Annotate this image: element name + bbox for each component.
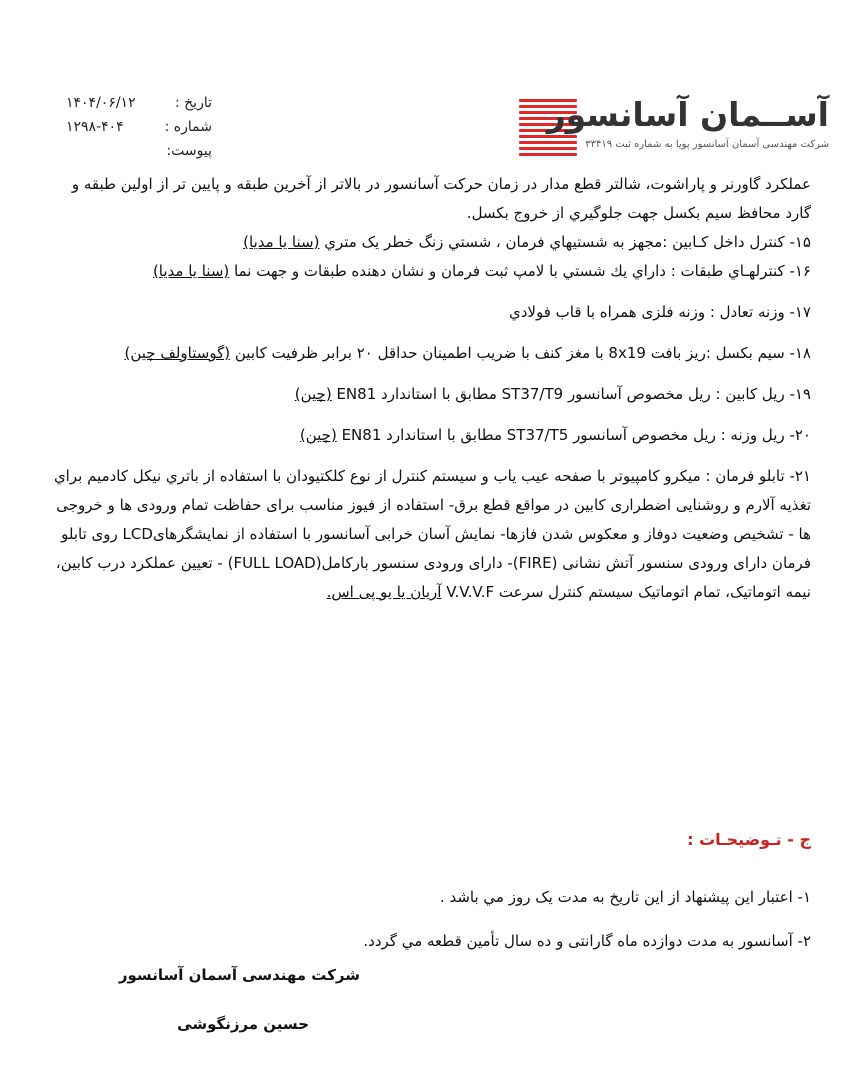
date-value: ۱۴۰۴/۰۶/۱۲ [66,95,136,111]
number-label: شماره : [164,119,212,135]
item-21-text: ۲۱- تابلو فرمان : میکرو کامپیوتر با صفحه عیب یاب و سیستم کنترل از نوع کلکتیودان با استفاده از باتري نيکل کادميم براي تغذيه آلارم و روشنایی اضطراری کابين در مواقع قطع برق- استفاده از فیوز مناسب برای حفاظت تمام ورودی ها و خروجی ها - تشخیص وضعیت دوفاز و معکوس شدن فازها- نمایش آسان خرابی آسانسور با استفاده از نمایشگرهایLCD روی تابلو فرمان دارای ورودی سنسور آتش نشانی (FIRE)- دارای ورودی سنسور بارکامل(FULL LOAD) - تعيين عملکرد درب کابين، نیمه اتوماتیک، تمام اتوماتيک سيستم کنترل سرعت V.V.V.F [53,467,811,601]
notes-list [51,875,811,963]
item-15 [51,228,811,257]
item-17: ۱۷- وزنه تعادل : وزنه فلزی همراه با قاب فولادي [508,303,811,321]
signature-name: حسين مرزنگوشی [177,1015,309,1033]
attachment-row [58,141,218,165]
notes-title: ج - تـوضيحـات : [687,830,811,849]
item-15-text: ۱۵- کنترل داخل کـابين :مجهز به شستيهاي فرمان ، شستي زنگ خطر يک متري [324,233,811,251]
item-20-brand: (چین) [299,426,337,444]
company-logo [519,97,829,163]
item-18 [51,339,811,368]
specification-body [51,170,811,607]
note-2: ۲- آسانسور به مدت دوازده ماه گارانتی و ده سال تأمين قطعه مي گردد. [363,932,811,950]
logo-title: آســمان آسانسور [546,95,829,134]
item-16 [51,257,811,286]
item-20-text: ۲۰- ريل وزنه : ریل مخصوص آسانسور ST37/T5 مطابق با استاندارد EN81 [341,426,811,444]
item-20 [51,421,811,450]
number-value: ۱۲۹۸-۴۰۴ [66,119,124,135]
intro-paragraph: عملکرد گاورنر و پاراشوت، شالتر قطع مدار در زمان حرکت آسانسور در بالاتر از آخرین طبقه و پایین تر از اولین طبقه و گارد محافظ سیم بکسل جهت جلوگيري از خروج بکسل. [71,175,811,222]
item-21 [51,462,811,607]
attachment-label: پيوست: [166,143,212,159]
item-19 [51,380,811,409]
item-18-text: ۱۸- سيم بکسل :ریز بافت 8x19 با مغز کنف با ضریب اطمینان حداقل ۲۰ برابر ظرفيت کابين [234,344,811,362]
item-16-text: ۱۶- کنترلهـاي طبقات : داراي يك شستي با لامپ ثبت فرمان و نشان دهنده طبقات و جهت نما [234,262,811,280]
item-18-brand: (گوستاولف چین) [124,344,231,362]
item-15-brand: (سنا يا مديا) [243,233,320,251]
item-19-text: ۱۹- ريل کابين : ریل مخصوص آسانسور ST37/T9 مطابق با استاندارد EN81 [336,385,811,403]
signature-company: شرکت مهندسی آسمان آسانسور [118,966,360,984]
item-19-brand: (چین) [294,385,332,403]
item-16-brand: (سنا يا مديا) [152,262,230,280]
date-row [58,93,218,117]
item-21-brand: آریان یا یو پی اس. [326,583,442,601]
date-label: تاريخ : [174,95,212,111]
number-row [58,117,218,141]
letter-meta [58,93,218,165]
note-1: ۱- اعتبار اين پيشنهاد از اين تاريخ به مدت يک روز مي باشد . [439,888,811,906]
logo-subtitle: شرکت مهندسی آسمان آسانسور پویا به شماره ثبت ۳۳۴۱۹ [585,139,829,150]
